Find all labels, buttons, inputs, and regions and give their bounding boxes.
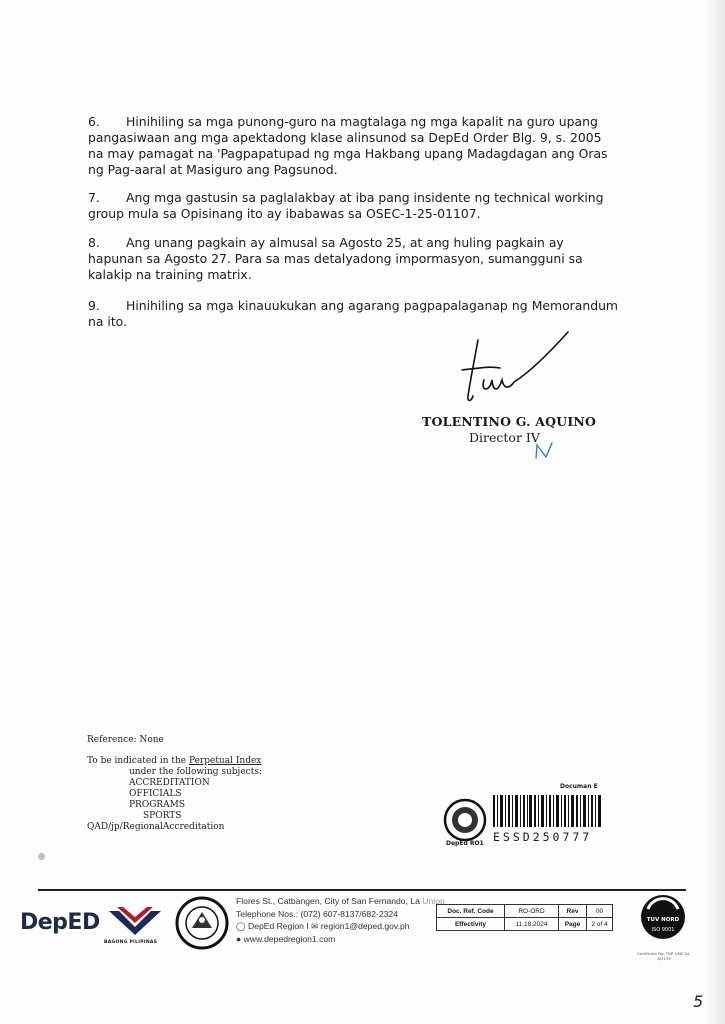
facebook-icon: ◯ bbox=[236, 921, 249, 931]
bagong-pilipinas-logo-icon bbox=[105, 905, 165, 939]
subject-item: ACCREDITATION bbox=[129, 778, 210, 788]
paragraph-6 bbox=[88, 114, 618, 178]
scan-edge-shadow bbox=[703, 0, 725, 1024]
document-control-table bbox=[436, 904, 613, 931]
telephone-line: Telephone Nos.: (072) 607-8137/682-2324 bbox=[236, 908, 398, 919]
paragraph-text: Hinihiling sa mga punong-guro na magtalaga ng mga kapalit na guro upang pangasiwaan ang mga apektadong klase alinsunod sa DepEd Order Blg. 9, s. 2005 na may pamagat na 'Pagpapatupad ng mga Hakbang upang Madagdagan ang Oras ng Pag-aaral at Masiguro ang Pagsunod. bbox=[88, 114, 608, 177]
table-row bbox=[437, 918, 613, 931]
paragraph-text: Ang unang pagkain ay almusal sa Agosto 25, at ang huling pagkain ay hapunan sa Agosto 27. Para sa mas detalyadong impormasyon, sumangguni sa kalakip na training matrix. bbox=[88, 235, 583, 282]
footer-divider bbox=[38, 889, 686, 891]
subject-item: SPORTS bbox=[143, 811, 182, 821]
iso-label: ISO 9001 bbox=[651, 927, 675, 933]
web-icon: ● bbox=[236, 933, 244, 944]
signatory-title: Director IV bbox=[469, 430, 540, 445]
index-intro: To be indicated in the Perpetual Index bbox=[87, 756, 262, 766]
iso-cert-number: Certificate No. TNP-QMS 24-8/2179 bbox=[637, 951, 691, 961]
deped-logo: DepED bbox=[20, 910, 100, 935]
paragraph-7 bbox=[88, 190, 618, 222]
reference-line: Reference: None bbox=[87, 735, 164, 745]
index-intro-cont: under the following subjects: bbox=[129, 767, 262, 777]
paragraph-text: Hinihiling sa mga kinauukukan ang agarang pagpapalaganap ng Memorandum na ito. bbox=[88, 298, 618, 329]
effectivity-value: 11.18.2024 bbox=[505, 918, 559, 931]
website-line: ● www.depedregion1.com bbox=[236, 933, 336, 944]
stamp-seal-label: DepEd RO1 bbox=[446, 840, 484, 847]
scan-smudge bbox=[38, 853, 45, 860]
social-line: ◯ DepEd Region I ✉ region1@deped.gov.ph bbox=[236, 921, 410, 931]
paragraph-number: 9. bbox=[88, 298, 100, 313]
paragraph-number: 7. bbox=[88, 190, 100, 205]
doc-ref-label: Doc. Ref. Code bbox=[437, 905, 505, 918]
subject-item: OFFICIALS bbox=[129, 789, 182, 799]
index-tag: QAD/jp/RegionalAccreditation bbox=[87, 822, 225, 832]
initial-mark-icon bbox=[532, 441, 556, 461]
page-value: 2 of 4 bbox=[587, 918, 613, 931]
rev-label: Rev bbox=[559, 905, 587, 918]
deped-region1-seal-icon bbox=[175, 896, 229, 950]
iso-certification-logo-icon bbox=[638, 891, 688, 947]
table-row bbox=[437, 905, 613, 918]
signature-image bbox=[440, 322, 590, 412]
address-line: Flores St., Catbangen, City of San Fernando, La Union bbox=[236, 896, 445, 906]
tuv-label: TUV NORD bbox=[646, 917, 680, 923]
barcode-icon bbox=[493, 795, 601, 827]
deped-ro1-seal-icon bbox=[442, 798, 488, 842]
handwritten-page-number: 5 bbox=[693, 992, 704, 1011]
paragraph-number: 6. bbox=[88, 114, 100, 129]
effectivity-label: Effectivity bbox=[437, 918, 505, 931]
rev-value: 00 bbox=[587, 905, 613, 918]
subject-item: PROGRAMS bbox=[129, 800, 186, 810]
paragraph-8 bbox=[88, 235, 618, 283]
perpetual-index-label: Perpetual Index bbox=[188, 756, 262, 766]
paragraph-text: Ang mga gastusin sa paglalakbay at iba pang insidente ng technical working group mula sa Opisinang ito ay ibabawas sa OSEC-1-25-01107. bbox=[88, 190, 604, 221]
footer-address-block bbox=[236, 895, 445, 945]
signatory-name: TOLENTINO G. AQUINO bbox=[422, 414, 597, 429]
page-label: Page bbox=[559, 918, 587, 931]
email-icon: ✉ bbox=[308, 921, 321, 931]
bagong-pilipinas-label: BAGONG PILIPINAS bbox=[104, 940, 158, 945]
tracking-code: ESSD250777 bbox=[493, 830, 593, 844]
paragraph-number: 8. bbox=[88, 235, 100, 250]
perpetual-index-block bbox=[87, 756, 262, 833]
doc-ref-value: RO-ORD bbox=[505, 905, 559, 918]
stamp-doc-label: Documan E bbox=[560, 783, 598, 790]
